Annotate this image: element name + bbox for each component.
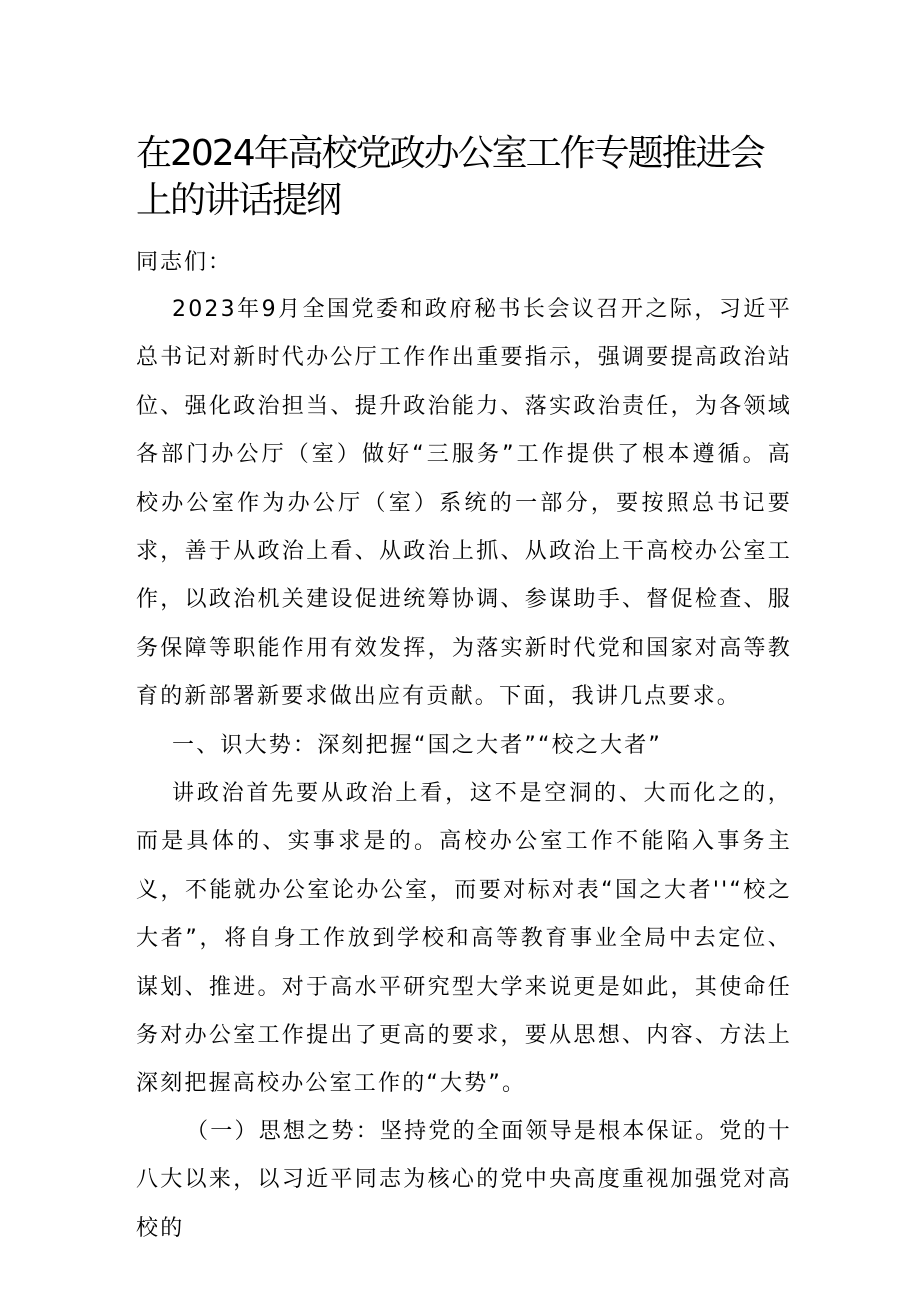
paragraph-intro: 2023年9月全国党委和政府秘书长会议召开之际，习近平总书记对新时代办公厅工作作出重要指示，强调要提高政治站位、强化政治担当、提升政治能力、落实政治责任，为各领域各部门办公厅（室）做好“三服务”工作提供了根本遵循。高校办公室作为办公厅（室）系统的一部分，要按照总书记要求，善于从政治上看、从政治上抓、从政治上干高校办公室工作，以政治机关建设促进统筹协调、参谋助手、督促检查、服务保障等职能作用有效发挥，为落实新时代党和国家对高等教育的新部署新要求做出应有贡献。下面，我讲几点要求。 [136,297,792,710]
section-heading-1: 一、识大势：深刻把握“国之大者”“校之大者” [172,733,662,758]
paragraph-subsection-1: （一）思想之势：坚持党的全面领导是根本保证。党的十八大以来，以习近平同志为核心的党中央高度重视加强党对高校的 [136,1119,792,1241]
salutation: 同志们： [136,250,233,275]
paragraph-section-1: 讲政治首先要从政治上看，这不是空洞的、大而化之的，而是具体的、实事求是的。高校办公室工作不能陷入事务主义，不能就办公室论办公室，而要对标对表“国之大者''“校之大者”，将自身工作放到学校和高等教育事业全局中去定位、谋划、推进。对于高水平研究型大学来说更是如此，其使命任务对办公室工作提出了更高的要求，要从思想、内容、方法上深刻把握高校办公室工作的“大势”。 [136,781,792,1097]
document-title: 在2024年高校党政办公室工作专题推进会上的讲话提纲 [136,133,764,221]
